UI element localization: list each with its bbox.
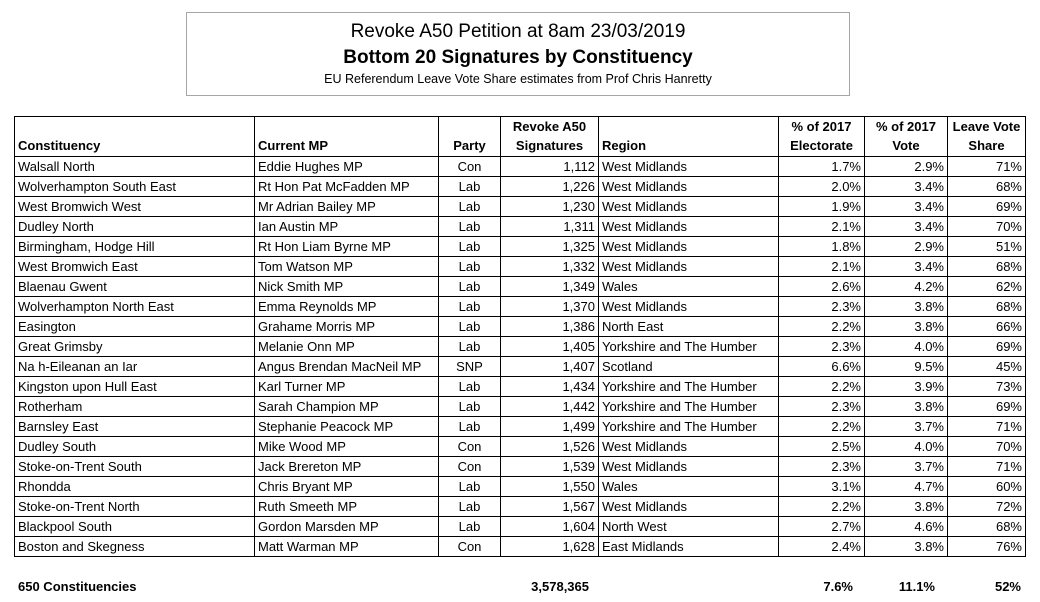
table-row [15, 457, 1026, 477]
cell-constituency: Stoke-on-Trent North [15, 497, 255, 517]
cell-region: Yorkshire and The Humber [599, 337, 779, 357]
cell-vote: 4.0% [865, 337, 948, 357]
cell-vote: 4.0% [865, 437, 948, 457]
table-row [15, 437, 1026, 457]
cell-vote: 3.4% [865, 197, 948, 217]
cell-party: Lab [439, 497, 501, 517]
cell-vote: 3.4% [865, 177, 948, 197]
cell-mp: Karl Turner MP [255, 377, 439, 397]
cell-signatures: 1,311 [501, 217, 599, 237]
cell-leave-share: 68% [948, 517, 1026, 537]
cell-region: Wales [599, 277, 779, 297]
cell-region: Yorkshire and The Humber [599, 397, 779, 417]
cell-electorate: 2.2% [779, 417, 865, 437]
cell-party: Lab [439, 237, 501, 257]
cell-signatures: 1,526 [501, 437, 599, 457]
cell-constituency: Dudley North [15, 217, 255, 237]
cell-constituency: West Bromwich East [15, 257, 255, 277]
cell-constituency: Boston and Skegness [15, 537, 255, 557]
cell-constituency: Wolverhampton North East [15, 297, 255, 317]
cell-party: Lab [439, 317, 501, 337]
header-vote: % of 2017 Vote [865, 117, 948, 157]
cell-electorate: 2.6% [779, 277, 865, 297]
cell-leave-share: 68% [948, 257, 1026, 277]
table-row [15, 417, 1026, 437]
cell-leave-share: 71% [948, 417, 1026, 437]
constituency-table [14, 116, 1026, 557]
cell-constituency: Wolverhampton South East [15, 177, 255, 197]
cell-electorate: 3.1% [779, 477, 865, 497]
totals-vote: 11.1% [898, 579, 935, 594]
cell-mp: Rt Hon Pat McFadden MP [255, 177, 439, 197]
cell-constituency: Kingston upon Hull East [15, 377, 255, 397]
cell-vote: 3.8% [865, 297, 948, 317]
header-leave-share: Leave Vote Share [948, 117, 1026, 157]
title-box [186, 12, 850, 96]
cell-party: Lab [439, 257, 501, 277]
cell-party: Lab [439, 177, 501, 197]
cell-vote: 4.2% [865, 277, 948, 297]
cell-region: West Midlands [599, 257, 779, 277]
cell-vote: 3.4% [865, 257, 948, 277]
cell-leave-share: 69% [948, 397, 1026, 417]
table-row [15, 497, 1026, 517]
cell-constituency: Blaenau Gwent [15, 277, 255, 297]
cell-vote: 3.8% [865, 317, 948, 337]
cell-leave-share: 71% [948, 457, 1026, 477]
cell-signatures: 1,112 [501, 157, 599, 177]
table-row [15, 477, 1026, 497]
table-row [15, 257, 1026, 277]
cell-signatures: 1,226 [501, 177, 599, 197]
cell-signatures: 1,567 [501, 497, 599, 517]
cell-electorate: 6.6% [779, 357, 865, 377]
cell-region: East Midlands [599, 537, 779, 557]
table-row [15, 177, 1026, 197]
cell-mp: Sarah Champion MP [255, 397, 439, 417]
cell-leave-share: 51% [948, 237, 1026, 257]
cell-mp: Rt Hon Liam Byrne MP [255, 237, 439, 257]
header-region: Region [599, 117, 779, 157]
cell-electorate: 2.2% [779, 497, 865, 517]
cell-party: Lab [439, 517, 501, 537]
header-constituency: Constituency [15, 117, 255, 157]
cell-leave-share: 70% [948, 217, 1026, 237]
cell-mp: Eddie Hughes MP [255, 157, 439, 177]
table-row [15, 357, 1026, 377]
cell-electorate: 2.3% [779, 297, 865, 317]
source-note: EU Referendum Leave Vote Share estimates from Prof Chris Hanretty [324, 72, 712, 86]
cell-region: Scotland [599, 357, 779, 377]
cell-party: Lab [439, 397, 501, 417]
cell-electorate: 1.8% [779, 237, 865, 257]
cell-leave-share: 70% [948, 437, 1026, 457]
cell-mp: Grahame Morris MP [255, 317, 439, 337]
cell-party: Con [439, 437, 501, 457]
page-subtitle: Bottom 20 Signatures by Constituency [343, 47, 693, 68]
cell-electorate: 2.1% [779, 257, 865, 277]
cell-vote: 3.8% [865, 397, 948, 417]
cell-constituency: Blackpool South [15, 517, 255, 537]
table-row [15, 237, 1026, 257]
cell-mp: Mike Wood MP [255, 437, 439, 457]
cell-signatures: 1,442 [501, 397, 599, 417]
totals-signatures: 3,578,365 [531, 579, 589, 594]
cell-region: Wales [599, 477, 779, 497]
cell-vote: 3.4% [865, 217, 948, 237]
cell-signatures: 1,550 [501, 477, 599, 497]
page-title: Revoke A50 Petition at 8am 23/03/2019 [350, 21, 686, 42]
cell-constituency: Stoke-on-Trent South [15, 457, 255, 477]
cell-mp: Matt Warman MP [255, 537, 439, 557]
cell-electorate: 2.4% [779, 537, 865, 557]
cell-electorate: 2.3% [779, 397, 865, 417]
cell-leave-share: 76% [948, 537, 1026, 557]
cell-vote: 3.8% [865, 537, 948, 557]
cell-electorate: 1.7% [779, 157, 865, 177]
cell-electorate: 2.0% [779, 177, 865, 197]
cell-leave-share: 71% [948, 157, 1026, 177]
table-row [15, 297, 1026, 317]
cell-region: West Midlands [599, 437, 779, 457]
table-row [15, 277, 1026, 297]
cell-signatures: 1,628 [501, 537, 599, 557]
cell-mp: Chris Bryant MP [255, 477, 439, 497]
cell-electorate: 2.7% [779, 517, 865, 537]
cell-signatures: 1,386 [501, 317, 599, 337]
cell-mp: Melanie Onn MP [255, 337, 439, 357]
cell-vote: 2.9% [865, 157, 948, 177]
cell-constituency: Walsall North [15, 157, 255, 177]
cell-signatures: 1,407 [501, 357, 599, 377]
cell-electorate: 2.2% [779, 377, 865, 397]
cell-party: Lab [439, 197, 501, 217]
cell-mp: Emma Reynolds MP [255, 297, 439, 317]
cell-constituency: Rotherham [15, 397, 255, 417]
cell-mp: Stephanie Peacock MP [255, 417, 439, 437]
header-electorate: % of 2017 Electorate [779, 117, 865, 157]
cell-vote: 3.7% [865, 457, 948, 477]
cell-region: North West [599, 517, 779, 537]
cell-electorate: 2.1% [779, 217, 865, 237]
cell-leave-share: 66% [948, 317, 1026, 337]
cell-constituency: Dudley South [15, 437, 255, 457]
cell-region: West Midlands [599, 237, 779, 257]
cell-party: Con [439, 157, 501, 177]
cell-vote: 3.9% [865, 377, 948, 397]
cell-party: Lab [439, 337, 501, 357]
cell-region: Yorkshire and The Humber [599, 377, 779, 397]
table-row [15, 197, 1026, 217]
cell-vote: 2.9% [865, 237, 948, 257]
cell-constituency: Rhondda [15, 477, 255, 497]
cell-electorate: 2.3% [779, 337, 865, 357]
cell-region: West Midlands [599, 177, 779, 197]
cell-constituency: Birmingham, Hodge Hill [15, 237, 255, 257]
totals-leave-share: 52% [994, 579, 1021, 594]
cell-mp: Mr Adrian Bailey MP [255, 197, 439, 217]
cell-party: Lab [439, 477, 501, 497]
cell-leave-share: 62% [948, 277, 1026, 297]
cell-electorate: 2.5% [779, 437, 865, 457]
cell-vote: 4.7% [865, 477, 948, 497]
cell-vote: 3.8% [865, 497, 948, 517]
cell-party: Lab [439, 217, 501, 237]
cell-party: Lab [439, 377, 501, 397]
cell-party: SNP [439, 357, 501, 377]
cell-party: Con [439, 537, 501, 557]
table-row [15, 517, 1026, 537]
cell-region: West Midlands [599, 457, 779, 477]
cell-leave-share: 60% [948, 477, 1026, 497]
cell-region: West Midlands [599, 497, 779, 517]
cell-region: West Midlands [599, 157, 779, 177]
cell-signatures: 1,370 [501, 297, 599, 317]
table-row [15, 397, 1026, 417]
header-party: Party [439, 117, 501, 157]
cell-leave-share: 69% [948, 337, 1026, 357]
cell-mp: Gordon Marsden MP [255, 517, 439, 537]
cell-vote: 9.5% [865, 357, 948, 377]
cell-signatures: 1,604 [501, 517, 599, 537]
cell-mp: Ian Austin MP [255, 217, 439, 237]
totals-label: 650 Constituencies [18, 579, 137, 594]
cell-leave-share: 68% [948, 297, 1026, 317]
cell-party: Con [439, 457, 501, 477]
cell-signatures: 1,499 [501, 417, 599, 437]
cell-signatures: 1,332 [501, 257, 599, 277]
cell-region: North East [599, 317, 779, 337]
table-row [15, 337, 1026, 357]
cell-mp: Angus Brendan MacNeil MP [255, 357, 439, 377]
cell-electorate: 2.2% [779, 317, 865, 337]
cell-party: Lab [439, 277, 501, 297]
cell-constituency: Na h-Eileanan an Iar [15, 357, 255, 377]
table-row [15, 217, 1026, 237]
totals-row [0, 576, 1040, 598]
cell-leave-share: 72% [948, 497, 1026, 517]
cell-mp: Ruth Smeeth MP [255, 497, 439, 517]
table-row [15, 377, 1026, 397]
cell-signatures: 1,434 [501, 377, 599, 397]
cell-region: West Midlands [599, 217, 779, 237]
cell-region: West Midlands [599, 297, 779, 317]
cell-vote: 3.7% [865, 417, 948, 437]
cell-signatures: 1,230 [501, 197, 599, 217]
cell-leave-share: 69% [948, 197, 1026, 217]
cell-constituency: Barnsley East [15, 417, 255, 437]
table-row [15, 317, 1026, 337]
cell-signatures: 1,325 [501, 237, 599, 257]
totals-electorate: 7.6% [823, 579, 853, 594]
header-signatures: Revoke A50 Signatures [501, 117, 599, 157]
cell-mp: Tom Watson MP [255, 257, 439, 277]
cell-mp: Nick Smith MP [255, 277, 439, 297]
header-mp: Current MP [255, 117, 439, 157]
cell-mp: Jack Brereton MP [255, 457, 439, 477]
cell-signatures: 1,405 [501, 337, 599, 357]
cell-electorate: 1.9% [779, 197, 865, 217]
cell-signatures: 1,349 [501, 277, 599, 297]
table-header-row [15, 117, 1026, 157]
cell-vote: 4.6% [865, 517, 948, 537]
cell-constituency: Great Grimsby [15, 337, 255, 357]
cell-region: West Midlands [599, 197, 779, 217]
table-row [15, 537, 1026, 557]
cell-constituency: West Bromwich West [15, 197, 255, 217]
cell-constituency: Easington [15, 317, 255, 337]
cell-leave-share: 73% [948, 377, 1026, 397]
cell-region: Yorkshire and The Humber [599, 417, 779, 437]
cell-leave-share: 45% [948, 357, 1026, 377]
cell-party: Lab [439, 417, 501, 437]
cell-electorate: 2.3% [779, 457, 865, 477]
cell-signatures: 1,539 [501, 457, 599, 477]
table-row [15, 157, 1026, 177]
cell-party: Lab [439, 297, 501, 317]
cell-leave-share: 68% [948, 177, 1026, 197]
